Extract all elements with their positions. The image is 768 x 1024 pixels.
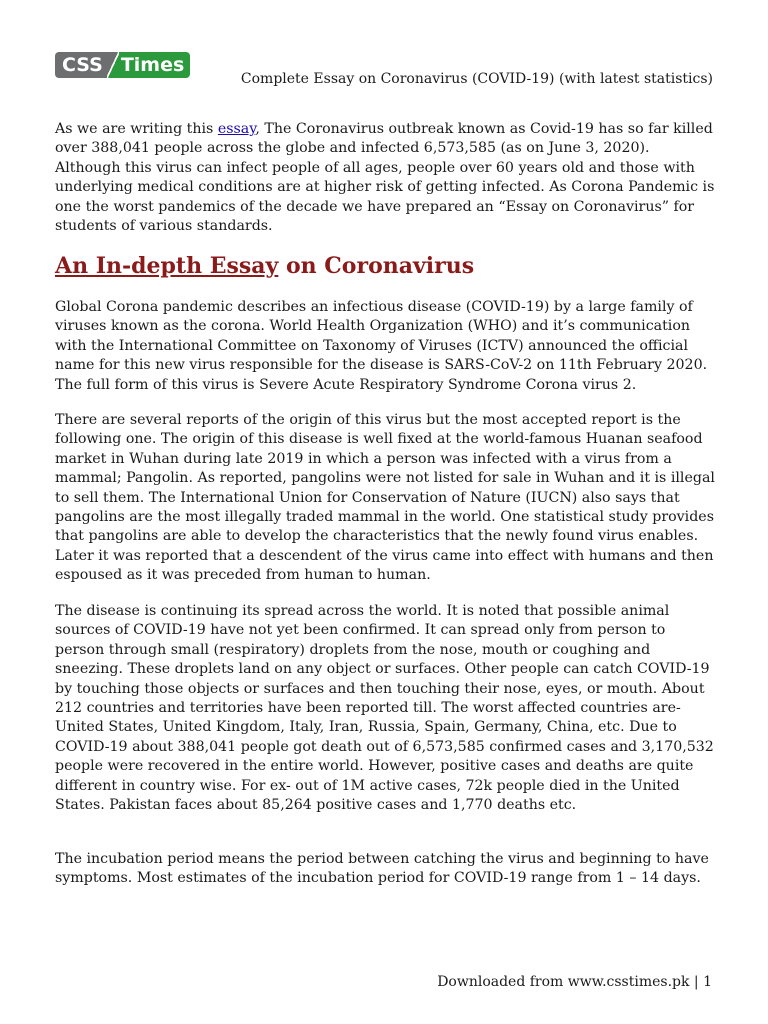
logo-text-css: CSS — [55, 52, 107, 78]
section-heading — [55, 253, 474, 279]
intro-paragraph — [55, 120, 715, 236]
intro-text-after-link: , The Coronavirus outbreak known as Covid-19 has so far killed over 388,041 people across the globe and infected 6,573,585 (as on June 3, 2020). Although this virus can infect people of all ages, people over 60 years old and those with underlying medical conditions are at higher risk of getting infected. As Corona Pandemic is one the worst pandemics of the decade we have prepared an “Essay on Coronavirus” for students of various standards. — [55, 121, 715, 235]
paragraph-definition: Global Corona pandemic describes an infectious disease (COVID-19) by a large family of viruses known as the corona. World Health Organization (WHO) and it’s communication with the International Committee on Taxonomy of Viruses (ICTV) announced the official name for this new virus responsible for the disease is SARS-CoV-2 on 11th February 2020. The full form of this virus is Severe Acute Respiratory Syndrome Corona virus 2. — [55, 299, 708, 393]
footer-download-note: Downloaded from www.csstimes.pk | 1 — [437, 974, 712, 990]
paragraph-origin: There are several reports of the origin of this virus but the most accepted report is the following one. The origin of this disease is well fixed at the world-famous Huanan seafood market in Wuhan during late 2019 in which a person was infected with a virus from a mammal; Pangolin. As reported, pangolins were not listed for sale in Wuhan and it is illegal to sell them. The International Union for Conservation of Nature (IUCN) also says that pangolins are the most illegally traded mammal in the world. One statistical study provides that pangolins are able to develop the characteristics that the newly found virus enables. Later it was reported that a descendent of the virus came into effect with humans and then espoused as it was preceded from human to human. — [55, 412, 715, 584]
paragraph-incubation: The incubation period means the period between catching the virus and beginning to have symptoms. Most estimates of the incubation period for COVID-19 range from 1 – 14 days. — [55, 851, 709, 887]
csstimes-logo[interactable] — [55, 52, 190, 78]
logo-slash-icon — [107, 52, 119, 78]
paragraph-spread: The disease is continuing its spread across the world. It is noted that possible animal sources of COVID-19 have not yet been confirmed. It can spread only from person to person through small (respiratory) droplets from the nose, mouth or coughing and sneezing. These droplets land on any object or surfaces. Other people can catch COVID-19 by touching those objects or surfaces and then touching their nose, eyes, or mouth. About 212 countries and territories have been reported till. The worst affected countries are- United States, United Kingdom, Italy, Iran, Russia, Spain, Germany, China, etc. Due to COVID-19 about 388,041 people got death out of 6,573,585 confirmed cases and 3,170,532 people were recovered in the entire world. However, positive cases and deaths are quite different in country wise. For ex- out of 1M active cases, 72k people died in the United States. Pakistan faces about 85,264 positive cases and 1,770 deaths etc. — [55, 603, 714, 814]
document-title: Complete Essay on Coronavirus (COVID-19) (with latest statistics) — [240, 71, 713, 87]
section-heading-underlined: An In-depth Essay — [55, 253, 279, 279]
intro-text-before-link: As we are writing this — [55, 121, 218, 137]
essay-link[interactable]: essay — [217, 121, 256, 137]
section-heading-rest: on Coronavirus — [278, 253, 475, 279]
logo-text-times: Times — [119, 52, 190, 78]
